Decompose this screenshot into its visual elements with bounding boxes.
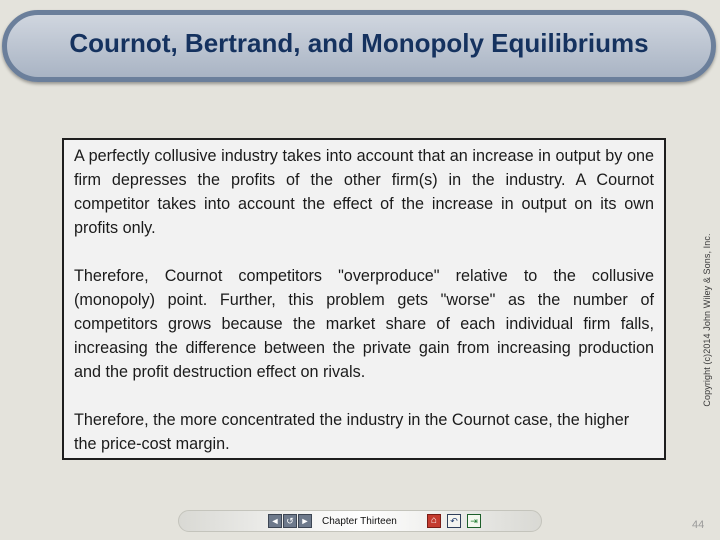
- chapter-label: Chapter Thirteen: [322, 516, 397, 527]
- slide-title: Cournot, Bertrand, and Monopoly Equilibriums: [69, 27, 649, 58]
- content-box: [62, 138, 666, 460]
- next-arrow-icon[interactable]: ►: [298, 514, 312, 528]
- paragraph-collusion: A perfectly collusive industry takes into account that an increase in output by one firm depresses the profits of the other firm(s) in the industry. A Cournot competitor takes into account the effect of the increase in output on its own profits only.: [74, 147, 654, 237]
- prev-arrow-icon[interactable]: ◄: [268, 514, 282, 528]
- paragraph-overproduce: Therefore, Cournot competitors "overproduce" relative to the collusive (monopoly) point. Further, this problem gets "worse" as the number of competitors grows because the market share of each individual firm falls, increasing the difference between the private gain from increasing production and the profit destruction effect on rivals.: [74, 267, 654, 381]
- navigation-bar: [178, 510, 542, 532]
- title-banner: [2, 10, 716, 82]
- exit-icon[interactable]: ⇥: [467, 514, 481, 528]
- copyright-notice: Copyright (c)2014 John Wiley & Sons, Inc.: [702, 233, 712, 407]
- return-icon[interactable]: ↺: [283, 514, 297, 528]
- back-icon[interactable]: ↶: [447, 514, 461, 528]
- home-icon[interactable]: ⌂: [427, 514, 441, 528]
- page-number: 44: [692, 519, 705, 531]
- paragraph-concentration: Therefore, the more concentrated the industry in the Cournot case, the higher the price-cost margin.: [74, 411, 630, 453]
